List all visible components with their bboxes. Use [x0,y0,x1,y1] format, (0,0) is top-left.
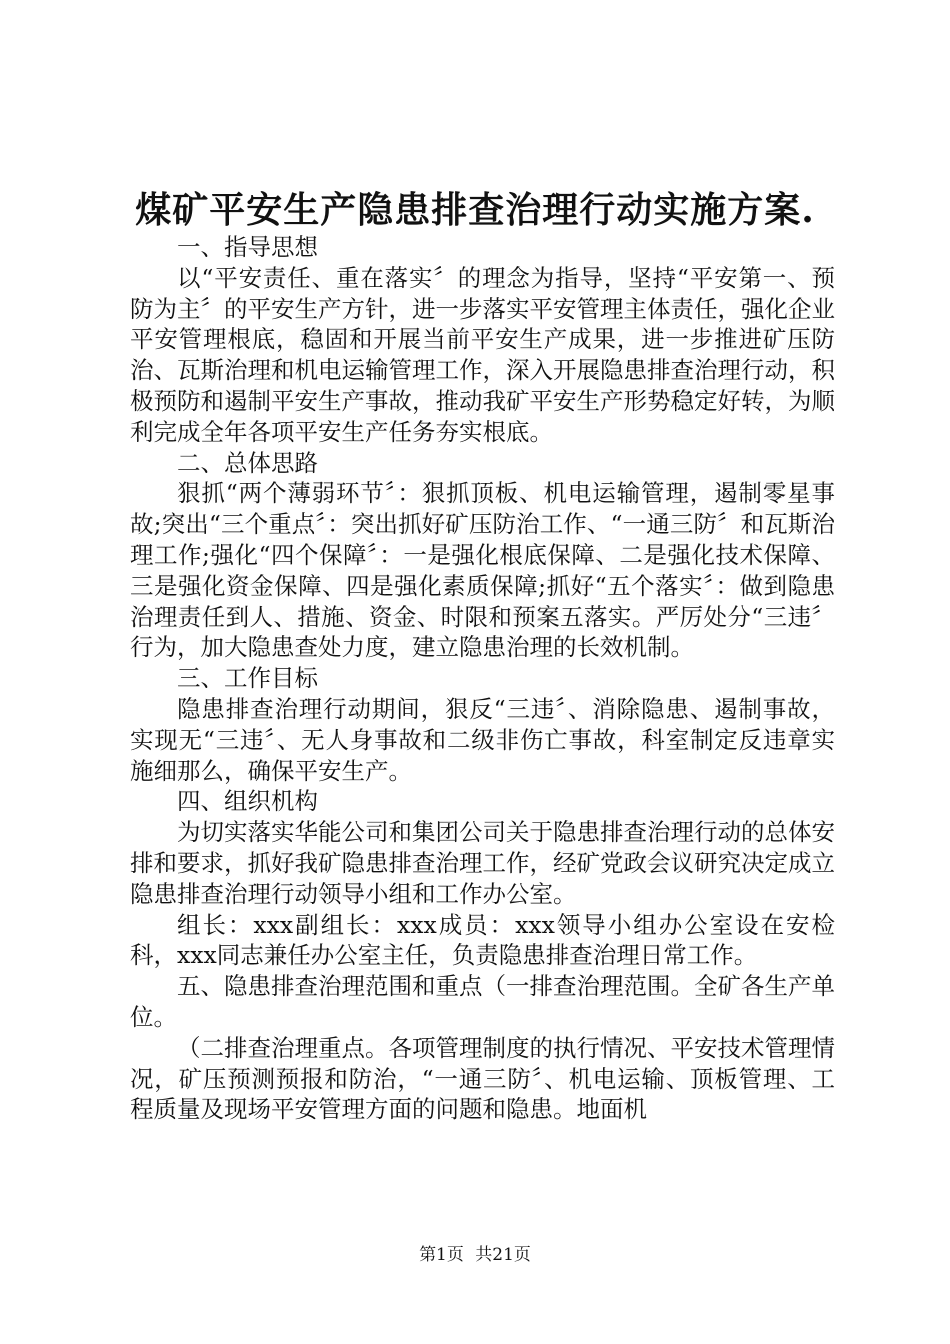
body-paragraph: 以“平安责任、重在落实〞的理念为指导，坚持“平安第一、预防为主〞的平安生产方针，进一步落实平安管理主体责任，强化企业平安管理根底，稳固和开展当前平安生产成果，进一步推进矿压防治、瓦斯治理和机电运输管理工作，深入开展隐患排查治理行动，积极预防和遏制平安生产事故，推动我矿平安生产形势稳定好转，为顺利完成全年各项平安生产任务夯实根底。 [130,263,835,446]
document-body [130,232,835,1125]
section-heading: 一、指导思想 [177,233,318,261]
body-paragraph: 隐患排查治理行动期间，狠反“三违〞、消除隐患、遏制事故，实现无“三违〞、无人身事故和二级非伤亡事故，科室制定反违章实施细那么，确保平安生产。 [130,694,835,785]
page-footer [0,1243,950,1267]
body-paragraph: 组长：xxx副组长：xxx成员：xxx领导小组办公室设在安检科，xxx同志兼任办公室主任，负责隐患排查治理日常工作。 [130,910,835,970]
page-total: 共21页 [475,1245,531,1265]
section-heading: 二、总体思路 [177,448,318,477]
document-title: 煤矿平安生产隐患排查治理行动实施方案. [135,189,815,231]
section-heading: 三、工作目标 [177,664,318,693]
body-paragraph: 狠抓“两个薄弱环节〞：狠抓顶板、机电运输管理，遏制零星事故;突出“三个重点〞：突出抓好矿压防治工作、“一通三防〞和瓦斯治理工作;强化“四个保障〞：一是强化根底保障、二是强化技术保障、三是强化资金保障、四是强化素质保障;抓好“五个落实〞：做到隐患治理责任到人、措施、资金、时限和预案五落实。严厉处分“三违〞行为，加大隐患查处力度，建立隐患治理的长效机制。 [130,479,835,662]
page-number: 第1页 [419,1245,464,1265]
body-paragraph: 为切实落实华能公司和集团公司关于隐患排查治理行动的总体安排和要求，抓好我矿隐患排查治理工作，经矿党政会议研究决定成立隐患排查治理行动领导小组和工作办公室。 [130,818,835,908]
body-paragraph: 五、隐患排查治理范围和重点（一排查治理范围。全矿各生产单位。 [130,972,835,1031]
body-paragraph: （二排查治理重点。各项管理制度的执行情况、平安技术管理情况，矿压预测预报和防治，“一通三防〞、机电运输、顶板管理、工程质量及现场平安管理方面的问题和隐患。地面机 [130,1033,835,1124]
section-heading: 四、组织机构 [177,787,318,816]
